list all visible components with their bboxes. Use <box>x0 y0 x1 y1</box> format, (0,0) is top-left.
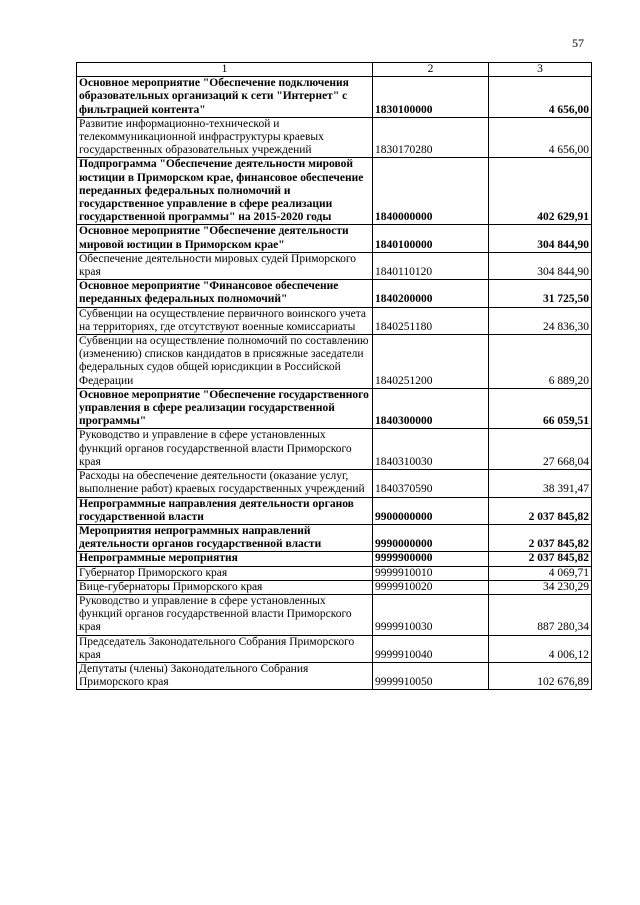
budget-table <box>76 62 592 690</box>
row-code-cell: 9999910040 <box>373 635 489 662</box>
row-code-cell: 9990000000 <box>373 524 489 551</box>
row-name-cell: Губернатор Приморского края <box>77 566 373 580</box>
row-name-cell: Основное мероприятие "Обеспечение подключения образовательных организаций к сети "Интернет" с фильтрацией контента" <box>77 77 373 118</box>
row-amount-cell: 66 059,51 <box>489 388 592 429</box>
row-amount-cell: 4 006,12 <box>489 635 592 662</box>
row-amount-cell: 4 656,00 <box>489 117 592 158</box>
row-amount-cell: 2 037 845,82 <box>489 497 592 524</box>
row-code-cell: 1840100000 <box>373 225 489 252</box>
row-amount-cell: 887 280,34 <box>489 594 592 635</box>
row-name-cell: Основное мероприятие "Обеспечение деятельности мировой юстиции в Приморском крае" <box>77 225 373 252</box>
row-amount-cell: 6 889,20 <box>489 335 592 389</box>
row-code-cell: 9999910010 <box>373 566 489 580</box>
table-row <box>77 580 592 594</box>
table-row <box>77 158 592 225</box>
row-name-cell: Обеспечение деятельности мировых судей Приморского края <box>77 252 373 279</box>
row-code-cell: 9999910050 <box>373 662 489 689</box>
row-amount-cell: 38 391,47 <box>489 470 592 497</box>
table-row <box>77 77 592 118</box>
row-amount-cell: 4 069,71 <box>489 566 592 580</box>
row-amount-cell: 24 836,30 <box>489 307 592 334</box>
row-name-cell: Основное мероприятие "Финансовое обеспечение переданных федеральных полномочий" <box>77 280 373 307</box>
table-row <box>77 252 592 279</box>
row-code-cell: 1840251200 <box>373 335 489 389</box>
row-code-cell: 1830170280 <box>373 117 489 158</box>
row-amount-cell: 2 037 845,82 <box>489 552 592 566</box>
row-amount-cell: 2 037 845,82 <box>489 524 592 551</box>
table-row <box>77 470 592 497</box>
row-name-cell: Непрограммные мероприятия <box>77 552 373 566</box>
row-name-cell: Вице-губернаторы Приморского края <box>77 580 373 594</box>
row-name-cell: Депутаты (члены) Законодательного Собрания Приморского края <box>77 662 373 689</box>
row-name-cell: Субвенции на осуществление полномочий по составлению (изменению) списков кандидатов в присяжные заседатели федеральных судов общей юрисдикции в Российской Федерации <box>77 335 373 389</box>
table-row <box>77 662 592 689</box>
row-code-cell: 1840200000 <box>373 280 489 307</box>
table-row <box>77 280 592 307</box>
row-code-cell: 1840370590 <box>373 470 489 497</box>
row-name-cell: Субвенции на осуществление первичного воинского учета на территориях, где отсутствуют военные комиссариаты <box>77 307 373 334</box>
row-name-cell: Председатель Законодательного Собрания Приморского края <box>77 635 373 662</box>
header-col-3: 3 <box>489 63 592 77</box>
row-code-cell: 1830100000 <box>373 77 489 118</box>
page-number: 57 <box>572 36 584 50</box>
table-row <box>77 429 592 470</box>
row-code-cell: 1840300000 <box>373 388 489 429</box>
table-row <box>77 524 592 551</box>
row-code-cell: 9999900000 <box>373 552 489 566</box>
row-name-cell: Непрограммные направления деятельности органов государственной власти <box>77 497 373 524</box>
row-amount-cell: 27 668,04 <box>489 429 592 470</box>
table-row <box>77 594 592 635</box>
row-name-cell: Руководство и управление в сфере установленных функций органов государственной власти Приморского края <box>77 429 373 470</box>
row-amount-cell: 402 629,91 <box>489 158 592 225</box>
table-row <box>77 117 592 158</box>
row-code-cell: 9999910020 <box>373 580 489 594</box>
row-name-cell: Развитие информационно-технической и телекоммуникационной инфраструктуры краевых государственных образовательных учреждений <box>77 117 373 158</box>
table-row <box>77 335 592 389</box>
table-row <box>77 307 592 334</box>
table-row <box>77 388 592 429</box>
row-name-cell: Основное мероприятие "Обеспечение государственного управления в сфере реализации государственной программы" <box>77 388 373 429</box>
row-amount-cell: 4 656,00 <box>489 77 592 118</box>
table-row <box>77 566 592 580</box>
row-amount-cell: 304 844,90 <box>489 252 592 279</box>
row-name-cell: Расходы на обеспечение деятельности (оказание услуг, выполнение работ) краевых государственных учреждений <box>77 470 373 497</box>
header-row <box>77 63 592 77</box>
row-name-cell: Подпрограмма "Обеспечение деятельности мировой юстиции в Приморском крае, финансовое обеспечение переданных федеральных полномочий и государственное управление в сфере реализации государственной программы" на 2015-2020 годы <box>77 158 373 225</box>
table-row <box>77 552 592 566</box>
row-amount-cell: 304 844,90 <box>489 225 592 252</box>
row-code-cell: 9900000000 <box>373 497 489 524</box>
row-code-cell: 1840251180 <box>373 307 489 334</box>
row-code-cell: 1840310030 <box>373 429 489 470</box>
row-code-cell: 1840110120 <box>373 252 489 279</box>
table-row <box>77 225 592 252</box>
row-amount-cell: 102 676,89 <box>489 662 592 689</box>
row-name-cell: Мероприятия непрограммных направлений деятельности органов государственной власти <box>77 524 373 551</box>
header-col-1: 1 <box>77 63 373 77</box>
table-row <box>77 497 592 524</box>
header-col-2: 2 <box>373 63 489 77</box>
row-amount-cell: 31 725,50 <box>489 280 592 307</box>
row-name-cell: Руководство и управление в сфере установленных функций органов государственной власти Приморского края <box>77 594 373 635</box>
row-code-cell: 1840000000 <box>373 158 489 225</box>
table-row <box>77 635 592 662</box>
row-amount-cell: 34 230,29 <box>489 580 592 594</box>
row-code-cell: 9999910030 <box>373 594 489 635</box>
